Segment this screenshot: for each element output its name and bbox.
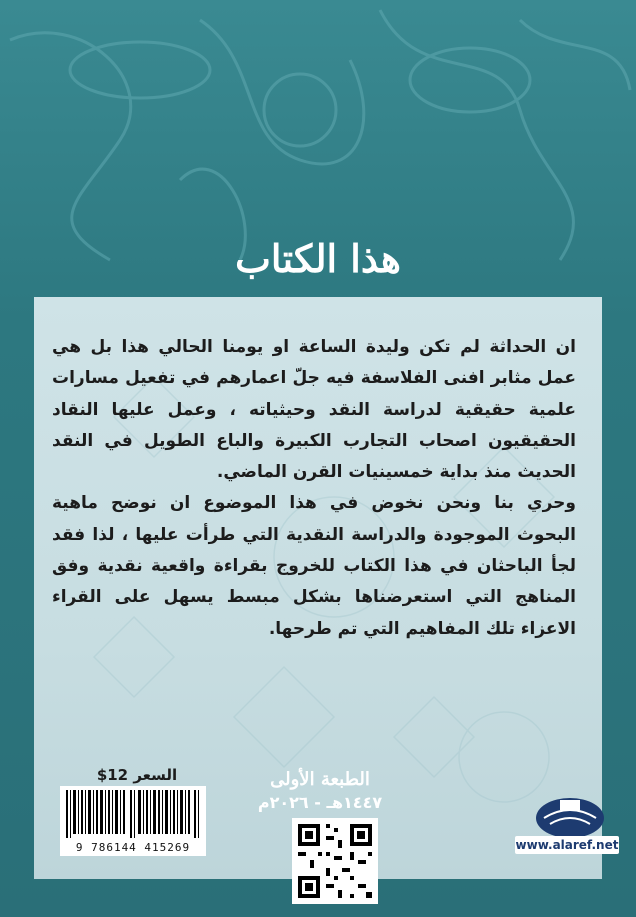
description-paragraph-2: وحري بنا ونحن نخوض في هذا الموضوع ان نوضح ماهية البحوث الموجودة والدراسة النقدية التي طرأت عليها ، لذا فقد لجأ الباحثان في هذا الكتاب للخروج بقراءة واقعية نقدية وفق المناهج التي استعرضناها بشكل مبسط يسهل على القراء الاعزاء تلك المفاهيم التي تم طرحها. bbox=[52, 493, 576, 639]
barcode-bars bbox=[64, 790, 202, 838]
edition-date: ١٤٤٧هـ - ٢٠٢٦م bbox=[257, 793, 383, 812]
edition-info bbox=[250, 768, 390, 814]
description-paragraph-1: ان الحداثة لم تكن وليدة الساعة او يومنا الحالي هذا بل هي عمل مثابر افنى الفلاسفة فيه جلّ اعمارهم في تفعيل مسارات علمية حقيقية لدراسة النقد وحيثياته ، وعمل عليها النقاد الحقيقيون اصحاب التجارب الكبيرة والباع الطويل في النقد الحديث منذ بداية خمسينيات القرن الماضي. bbox=[52, 337, 576, 483]
qr-code bbox=[292, 818, 378, 904]
price-label: السعر 12$ bbox=[96, 766, 178, 784]
edition-title: الطبعة الأولى bbox=[270, 769, 370, 790]
isbn-barcode bbox=[60, 786, 206, 856]
book-description bbox=[52, 332, 576, 645]
isbn-number: 9 786144 415269 bbox=[75, 841, 191, 854]
cover-heading: هذا الكتاب bbox=[235, 236, 401, 281]
publisher-website: www.alaref.net bbox=[515, 838, 619, 852]
